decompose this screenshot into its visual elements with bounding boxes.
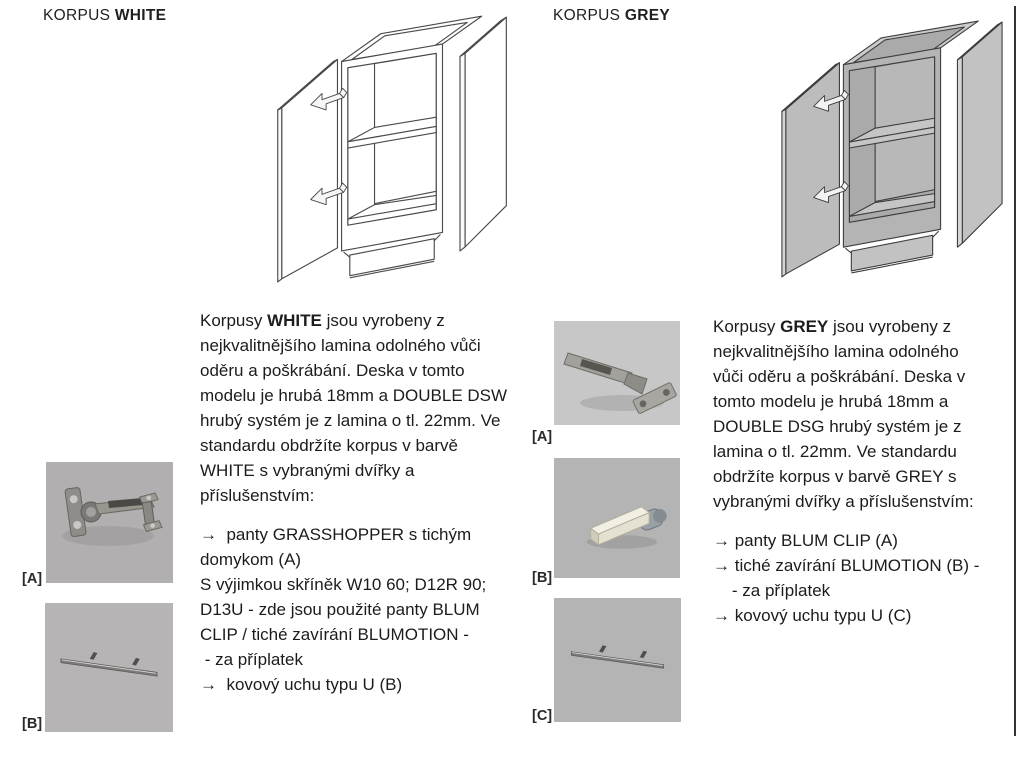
blum-hinge-photo-icon: [554, 321, 680, 425]
photo-box-hinge-grasshopper: [46, 462, 173, 583]
desc-intro-rest: jsou vyrobeny z: [828, 317, 952, 336]
desc-intro-prefix: Korpusy: [713, 317, 781, 336]
text-line: vůči oděru a poškrábání. Deska v: [713, 367, 966, 386]
desc-intro-rest: jsou vyrobeny z: [321, 311, 445, 330]
bullet-line: - za příplatek: [713, 581, 831, 600]
bullet-line: → panty GRASSHOPPER s tichým: [200, 525, 472, 544]
photo-box-u-handle: [45, 603, 173, 732]
text-line: WHITE s vybranými dvířky a: [200, 461, 415, 480]
paragraph-gap: [200, 508, 507, 522]
text-line: příslušenstvím:: [200, 486, 315, 505]
left-title-colorword: WHITE: [114, 7, 167, 24]
text-line: [713, 314, 979, 339]
right-page-title: [553, 7, 670, 25]
bullet-line: → kovový uchu typu U (B): [200, 675, 403, 694]
left-page-title: [43, 7, 166, 25]
desc-intro-bold: GREY: [780, 317, 829, 336]
bullet-line: → tiché zavírání BLUMOTION (B) -: [713, 556, 980, 575]
photo-label-a: [A]: [532, 429, 553, 445]
bullet-line: → panty BLUM CLIP (A): [713, 531, 898, 550]
photo-box-u-handle: [554, 598, 681, 722]
page-border-line: [1014, 6, 1016, 736]
bullet-line: - za příplatek: [200, 650, 303, 669]
right-description: [713, 314, 979, 628]
paragraph-gap: [713, 514, 979, 528]
text-line: vybranými dvířky a příslušenstvím:: [713, 492, 974, 511]
text-line: standardu obdržíte korpus v barvě: [200, 436, 458, 455]
text-line: hrubý systém je z lamina o tl. 22mm. Ve: [200, 411, 501, 430]
bullet-line: D13U - zde jsou použité panty BLUM: [200, 600, 480, 619]
text-line: lamina o tl. 22mm. Ve standardu: [713, 442, 957, 461]
u-handle-photo-icon: [554, 598, 681, 722]
left-title-prefix: KORPUS: [43, 7, 115, 24]
bullet-line: CLIP / tiché zavírání BLUMOTION -: [200, 625, 469, 644]
text-line: tomto modelu je hrubá 18mm a: [713, 392, 949, 411]
bullet-line: domykom (A): [200, 550, 302, 569]
left-description: [200, 308, 507, 697]
desc-intro-bold: WHITE: [267, 311, 322, 330]
bullet-line: S výjimkou skříněk W10 60; D12R 90;: [200, 575, 487, 594]
u-handle-photo-icon: [45, 603, 173, 732]
cabinet-drawing-white: [262, 8, 520, 286]
right-title-prefix: KORPUS: [553, 7, 625, 24]
bullet-line: → kovový uchu typu U (C): [713, 606, 912, 625]
damper-photo-icon: [554, 458, 680, 578]
photo-label-a: [A]: [22, 571, 43, 587]
text-line: nejkvalitnějšího lamina odolného vůči: [200, 336, 481, 355]
text-line: modelu je hrubá 18mm a DOUBLE DSW: [200, 386, 508, 405]
desc-intro-prefix: Korpusy: [200, 311, 268, 330]
text-line: oděru a poškrábání. Deska v tomto: [200, 361, 465, 380]
text-line: DOUBLE DSG hrubý systém je z: [713, 417, 962, 436]
text-line: nejkvalitnějšího lamina odolného: [713, 342, 959, 361]
text-line: obdržíte korpus v barvě GREY s: [713, 467, 957, 486]
photo-label-b: [B]: [22, 716, 43, 732]
hinge-photo-icon: [46, 462, 173, 583]
text-line: [200, 308, 507, 333]
cabinet-drawing-grey: [772, 8, 1010, 286]
photo-box-blum-clip-hinge: [554, 321, 680, 425]
photo-box-blumotion-damper: [554, 458, 680, 578]
photo-label-c: [C]: [532, 708, 553, 724]
right-title-colorword: GREY: [624, 7, 671, 24]
photo-label-b: [B]: [532, 570, 553, 586]
